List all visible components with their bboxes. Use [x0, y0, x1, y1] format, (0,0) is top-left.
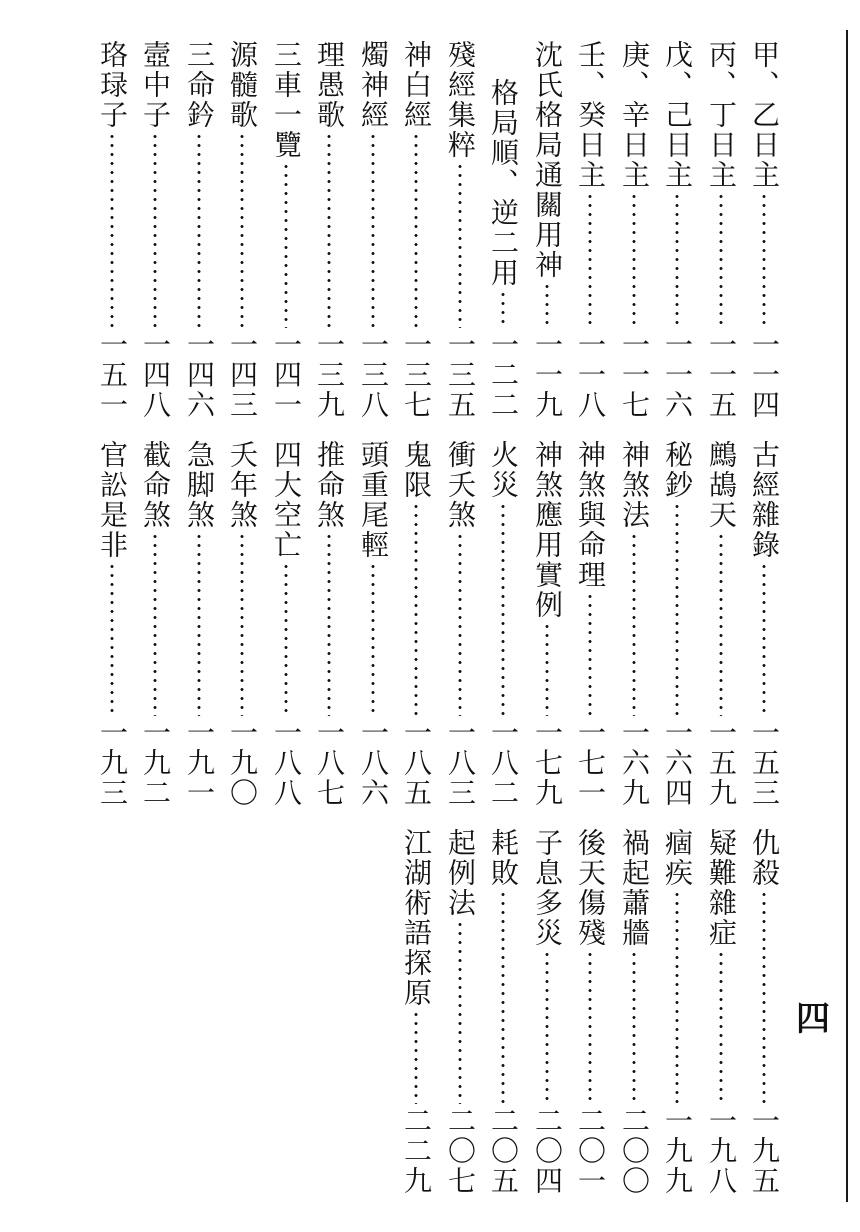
toc-entry-title: 官訟是非: [96, 440, 129, 560]
toc-entry[interactable]: [570, 828, 610, 1196]
toc-entry[interactable]: [744, 440, 784, 808]
toc-entry[interactable]: [396, 440, 436, 808]
toc-entry[interactable]: [266, 440, 306, 808]
toc-dot-leader: [762, 562, 766, 716]
toc-dot-leader: [719, 192, 723, 328]
toc-dot-leader: [762, 890, 766, 1104]
toc-dot-leader: [675, 502, 679, 716]
toc-entry-title: 子息多災: [531, 828, 564, 948]
toc-dot-leader: [414, 502, 418, 716]
toc-entry-title: 燭神經: [357, 40, 390, 130]
toc-entry-title: 截命煞: [139, 440, 172, 530]
toc-entry-page: 一八六: [357, 718, 390, 808]
toc-entry-page: 一四一: [270, 330, 303, 420]
page-edge-rule: [846, 30, 848, 1202]
toc-entry-title: 火災: [487, 440, 520, 500]
toc-dot-leader: [197, 132, 201, 328]
toc-entry-title: 起例法: [444, 828, 477, 918]
toc-entry-title: 頭重尾輕: [357, 440, 390, 560]
toc-dot-leader: [545, 622, 549, 716]
toc-entry-title: 神煞法: [618, 440, 651, 530]
toc-dot-leader: [284, 162, 288, 328]
toc-entry-title: 秘鈔: [661, 440, 694, 500]
toc-entry-title: 江湖術語探原: [400, 828, 433, 1008]
toc-dot-leader: [110, 132, 114, 328]
toc-entry[interactable]: [570, 40, 610, 420]
toc-entry-page: 一五九: [705, 718, 738, 808]
toc-entry[interactable]: [179, 40, 219, 420]
toc-entry[interactable]: [614, 828, 654, 1196]
toc-entry-page: 一八二: [487, 718, 520, 808]
toc-entry[interactable]: [527, 440, 567, 808]
toc-dot-leader: [632, 192, 636, 328]
toc-entry[interactable]: [309, 40, 349, 420]
toc-dot-leader: [632, 950, 636, 1104]
toc-dot-leader: [153, 532, 157, 716]
toc-dot-leader: [588, 950, 592, 1104]
toc-dot-leader: [458, 532, 462, 716]
toc-entry-page: 一九一: [183, 718, 216, 808]
toc-entry-page: 一九九: [661, 1106, 694, 1196]
toc-entry[interactable]: [353, 440, 393, 808]
toc-dot-leader: [719, 950, 723, 1104]
toc-entry-title: 四大空亡: [270, 440, 303, 560]
toc-entry[interactable]: [222, 40, 262, 420]
toc-entry[interactable]: [614, 440, 654, 808]
toc-entry-page: 一三八: [357, 330, 390, 420]
toc-entry-page: 一四三: [226, 330, 259, 420]
toc-entry-page: 一八三: [444, 718, 477, 808]
toc-entry-page: 一一五: [705, 330, 738, 420]
toc-entry-page: 一八八: [270, 718, 303, 808]
toc-entry-title: 殘經集粹: [444, 40, 477, 160]
toc-entry[interactable]: [135, 440, 175, 808]
toc-entry-page: 二〇五: [487, 1106, 520, 1196]
toc-entry-title: 神白經: [400, 40, 433, 130]
toc-entry-page: 一六九: [618, 718, 651, 808]
toc-entry-title: 戊、己日主: [661, 40, 694, 190]
toc-entry[interactable]: [179, 440, 219, 808]
toc-entry-page: 二〇七: [444, 1106, 477, 1196]
toc-entry-page: 一七一: [574, 718, 607, 808]
toc-entry-page: 二〇四: [531, 1106, 564, 1196]
toc-entry-title: 甲、乙日主: [748, 40, 781, 190]
toc-entry[interactable]: [657, 40, 697, 420]
toc-entry-title: 衝夭煞: [444, 440, 477, 530]
toc-entry[interactable]: [483, 440, 523, 808]
toc-entry[interactable]: [440, 828, 480, 1196]
toc-entry[interactable]: [614, 40, 654, 420]
toc-entry-page: 一八五: [400, 718, 433, 808]
toc-entry[interactable]: [396, 828, 436, 1196]
toc-entry-page: 一九五: [748, 1106, 781, 1196]
toc-dot-leader: [153, 132, 157, 328]
toc-entry-title: 格局順、逆二用: [487, 78, 520, 288]
toc-entry-page: 一九〇: [226, 718, 259, 808]
toc-entry-title: 理愚歌: [313, 40, 346, 130]
toc-entry-page: 一一四: [748, 330, 781, 420]
toc-entry-page: 一四八: [139, 330, 172, 420]
toc-entry-page: 一七九: [531, 718, 564, 808]
toc-entry-page: 二〇一: [574, 1106, 607, 1196]
toc-entry-page: 一八七: [313, 718, 346, 808]
toc-entry-page: 一六四: [661, 718, 694, 808]
toc-entry-title: 後天傷殘: [574, 828, 607, 948]
toc-entry-page: 一五一: [96, 330, 129, 420]
toc-entry[interactable]: [527, 828, 567, 1196]
toc-entry[interactable]: [570, 440, 610, 808]
toc-dot-leader: [458, 920, 462, 1104]
toc-entry-title: 丙、丁日主: [705, 40, 738, 190]
toc-entry[interactable]: [135, 40, 175, 420]
toc-entry-title: 壬、癸日主: [574, 40, 607, 190]
toc-entry-page: 一二二: [487, 330, 520, 420]
toc-entry-title: 夭年煞: [226, 440, 259, 530]
toc-dot-leader: [414, 132, 418, 328]
toc-entry-title: 沈氏格局通關用神: [531, 40, 564, 280]
toc-dot-leader: [284, 562, 288, 716]
toc-entry[interactable]: [309, 440, 349, 808]
toc-entry[interactable]: [353, 40, 393, 420]
toc-entry-title: 禍起蕭牆: [618, 828, 651, 948]
toc-entry-page: 一三七: [400, 330, 433, 420]
toc-entry[interactable]: [396, 40, 436, 420]
toc-entry-page: 一九三: [96, 718, 129, 808]
toc-entry[interactable]: [92, 440, 132, 808]
toc-entry-title: 庚、辛日主: [618, 40, 651, 190]
toc-entry[interactable]: [440, 40, 480, 420]
toc-entry-page: 一九二: [139, 718, 172, 808]
toc-entry-title: 推命煞: [313, 440, 346, 530]
toc-dot-leader: [371, 132, 375, 328]
toc-entry[interactable]: [440, 440, 480, 808]
toc-entry-page: 一一六: [661, 330, 694, 420]
toc-entry-page: 一三五: [444, 330, 477, 420]
toc-dot-leader: [675, 192, 679, 328]
toc-dot-leader: [632, 532, 636, 716]
toc-dot-leader: [197, 532, 201, 716]
toc-entry[interactable]: [657, 828, 697, 1196]
toc-dot-leader: [110, 562, 114, 716]
toc-entry[interactable]: [744, 828, 784, 1196]
toc-entry-title: 急脚煞: [183, 440, 216, 530]
toc-entry[interactable]: [222, 440, 262, 808]
toc-dot-leader: [501, 502, 505, 716]
toc-entry-page: 二〇〇: [618, 1106, 651, 1196]
toc-entry-page: 二二九: [400, 1106, 433, 1196]
toc-dot-leader: [719, 532, 723, 716]
toc-dot-leader: [458, 162, 462, 328]
toc-dot-leader: [371, 562, 375, 716]
toc-entry[interactable]: [701, 440, 741, 808]
toc-dot-leader: [501, 890, 505, 1104]
toc-dot-leader: [327, 532, 331, 716]
toc-dot-leader: [545, 950, 549, 1104]
toc-entry[interactable]: [744, 40, 784, 420]
toc-entry-title: 源髓歌: [226, 40, 259, 130]
toc-dot-leader: [240, 532, 244, 716]
toc-entry-page: 一一九: [531, 330, 564, 420]
toc-entry-title: 三命鈐: [183, 40, 216, 130]
toc-entry-page: 一一八: [574, 330, 607, 420]
toc-dot-leader: [501, 290, 505, 328]
toc-entry-title: 珞琭子: [96, 40, 129, 130]
toc-entry-title: 鬼限: [400, 440, 433, 500]
toc-entry-page: 一五三: [748, 718, 781, 808]
toc-entry-page: 一四六: [183, 330, 216, 420]
toc-dot-leader: [327, 132, 331, 328]
toc-entry-page: 一九八: [705, 1106, 738, 1196]
toc-dot-leader: [414, 1010, 418, 1104]
toc-entry[interactable]: [701, 40, 741, 420]
toc-entry[interactable]: [657, 440, 697, 808]
toc-entry[interactable]: [92, 40, 132, 420]
toc-entry-page: 一一七: [618, 330, 651, 420]
toc-entry-title: 古經雜錄: [748, 440, 781, 560]
toc-entry[interactable]: [483, 828, 523, 1196]
toc-entry[interactable]: [527, 40, 567, 420]
toc-entry-title: 神煞應用實例: [531, 440, 564, 620]
toc-dot-leader: [762, 192, 766, 328]
toc-dot-leader: [588, 192, 592, 328]
toc-dot-leader: [588, 592, 592, 716]
toc-dot-leader: [240, 132, 244, 328]
toc-entry-title: 神煞與命理: [574, 440, 607, 590]
toc-dot-leader: [675, 890, 679, 1104]
toc-entry[interactable]: [701, 828, 741, 1196]
toc-entry-title: 疑難雜症: [705, 828, 738, 948]
toc-entry-title: 仇殺: [748, 828, 781, 888]
toc-entry-title: 痼疾: [661, 828, 694, 888]
toc-entry-title: 壼中子: [139, 40, 172, 130]
toc-entry[interactable]: [266, 40, 306, 420]
toc-dot-leader: [545, 282, 549, 328]
toc-entry[interactable]: [483, 78, 523, 420]
toc-entry-title: 三車一覽: [270, 40, 303, 160]
page-number: 四: [796, 999, 830, 1039]
toc-entry-title: 鷓鴣天: [705, 440, 738, 530]
toc-entry-title: 耗敗: [487, 828, 520, 888]
toc-entry-page: 一三九: [313, 330, 346, 420]
